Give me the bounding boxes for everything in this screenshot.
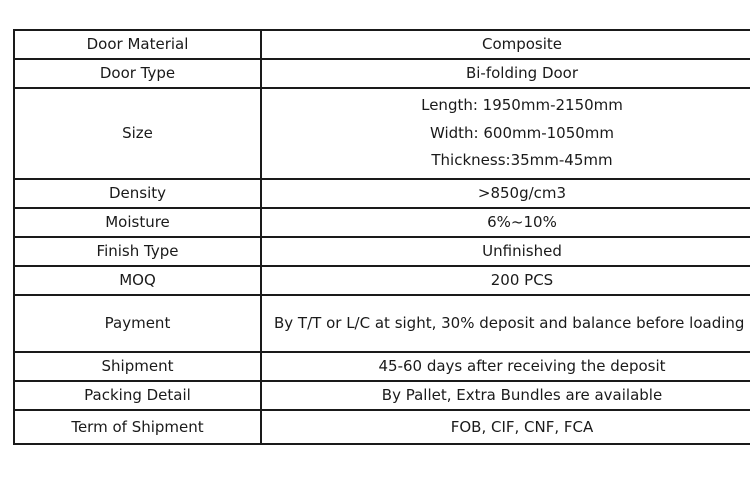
size-line-length: Length: 1950mm-2150mm <box>421 96 623 115</box>
table-row-packing-detail <box>14 381 750 410</box>
spec-value-term-of-shipment: FOB, CIF, CNF, FCA <box>261 410 750 444</box>
spec-label-term-of-shipment: Term of Shipment <box>14 410 261 444</box>
spec-label-packing-detail: Packing Detail <box>14 381 261 410</box>
table-row-payment <box>14 295 750 352</box>
spec-value-door-type: Bi-folding Door <box>261 59 750 88</box>
product-spec-table <box>13 29 750 445</box>
size-line-thickness: Thickness:35mm-45mm <box>431 151 613 170</box>
spec-label-moisture: Moisture <box>14 208 261 237</box>
spec-value-moisture: 6%~10% <box>261 208 750 237</box>
spec-label-payment: Payment <box>14 295 261 352</box>
size-line-width: Width: 600mm-1050mm <box>429 123 615 142</box>
table-row-density <box>14 179 750 208</box>
spec-value-payment: By T/T or L/C at sight, 30% deposit and balance before loading <box>261 295 750 352</box>
table-row-door-type <box>14 59 750 88</box>
spec-label-door-material: Door Material <box>14 30 261 59</box>
table-row-size <box>14 88 750 179</box>
spec-label-door-type: Door Type <box>14 59 261 88</box>
spec-label-moq: MOQ <box>14 266 261 295</box>
spec-value-finish-type: Unfinished <box>261 237 750 266</box>
spec-value-density: >850g/cm3 <box>261 179 750 208</box>
spec-value-packing-detail: By Pallet, Extra Bundles are available <box>261 381 750 410</box>
spec-label-finish-type: Finish Type <box>14 237 261 266</box>
spec-value-moq: 200 PCS <box>261 266 750 295</box>
table-row-shipment <box>14 352 750 381</box>
table-row-moisture <box>14 208 750 237</box>
spec-value-door-material: Composite <box>261 30 750 59</box>
spec-value-size <box>261 88 750 179</box>
spec-label-shipment: Shipment <box>14 352 261 381</box>
table-row-term-of-shipment <box>14 410 750 444</box>
spec-value-shipment: 45-60 days after receiving the deposit <box>261 352 750 381</box>
spec-label-density: Density <box>14 179 261 208</box>
table-row-finish-type <box>14 237 750 266</box>
spec-label-size: Size <box>14 88 261 179</box>
table-row-moq <box>14 266 750 295</box>
table-row-door-material <box>14 30 750 59</box>
